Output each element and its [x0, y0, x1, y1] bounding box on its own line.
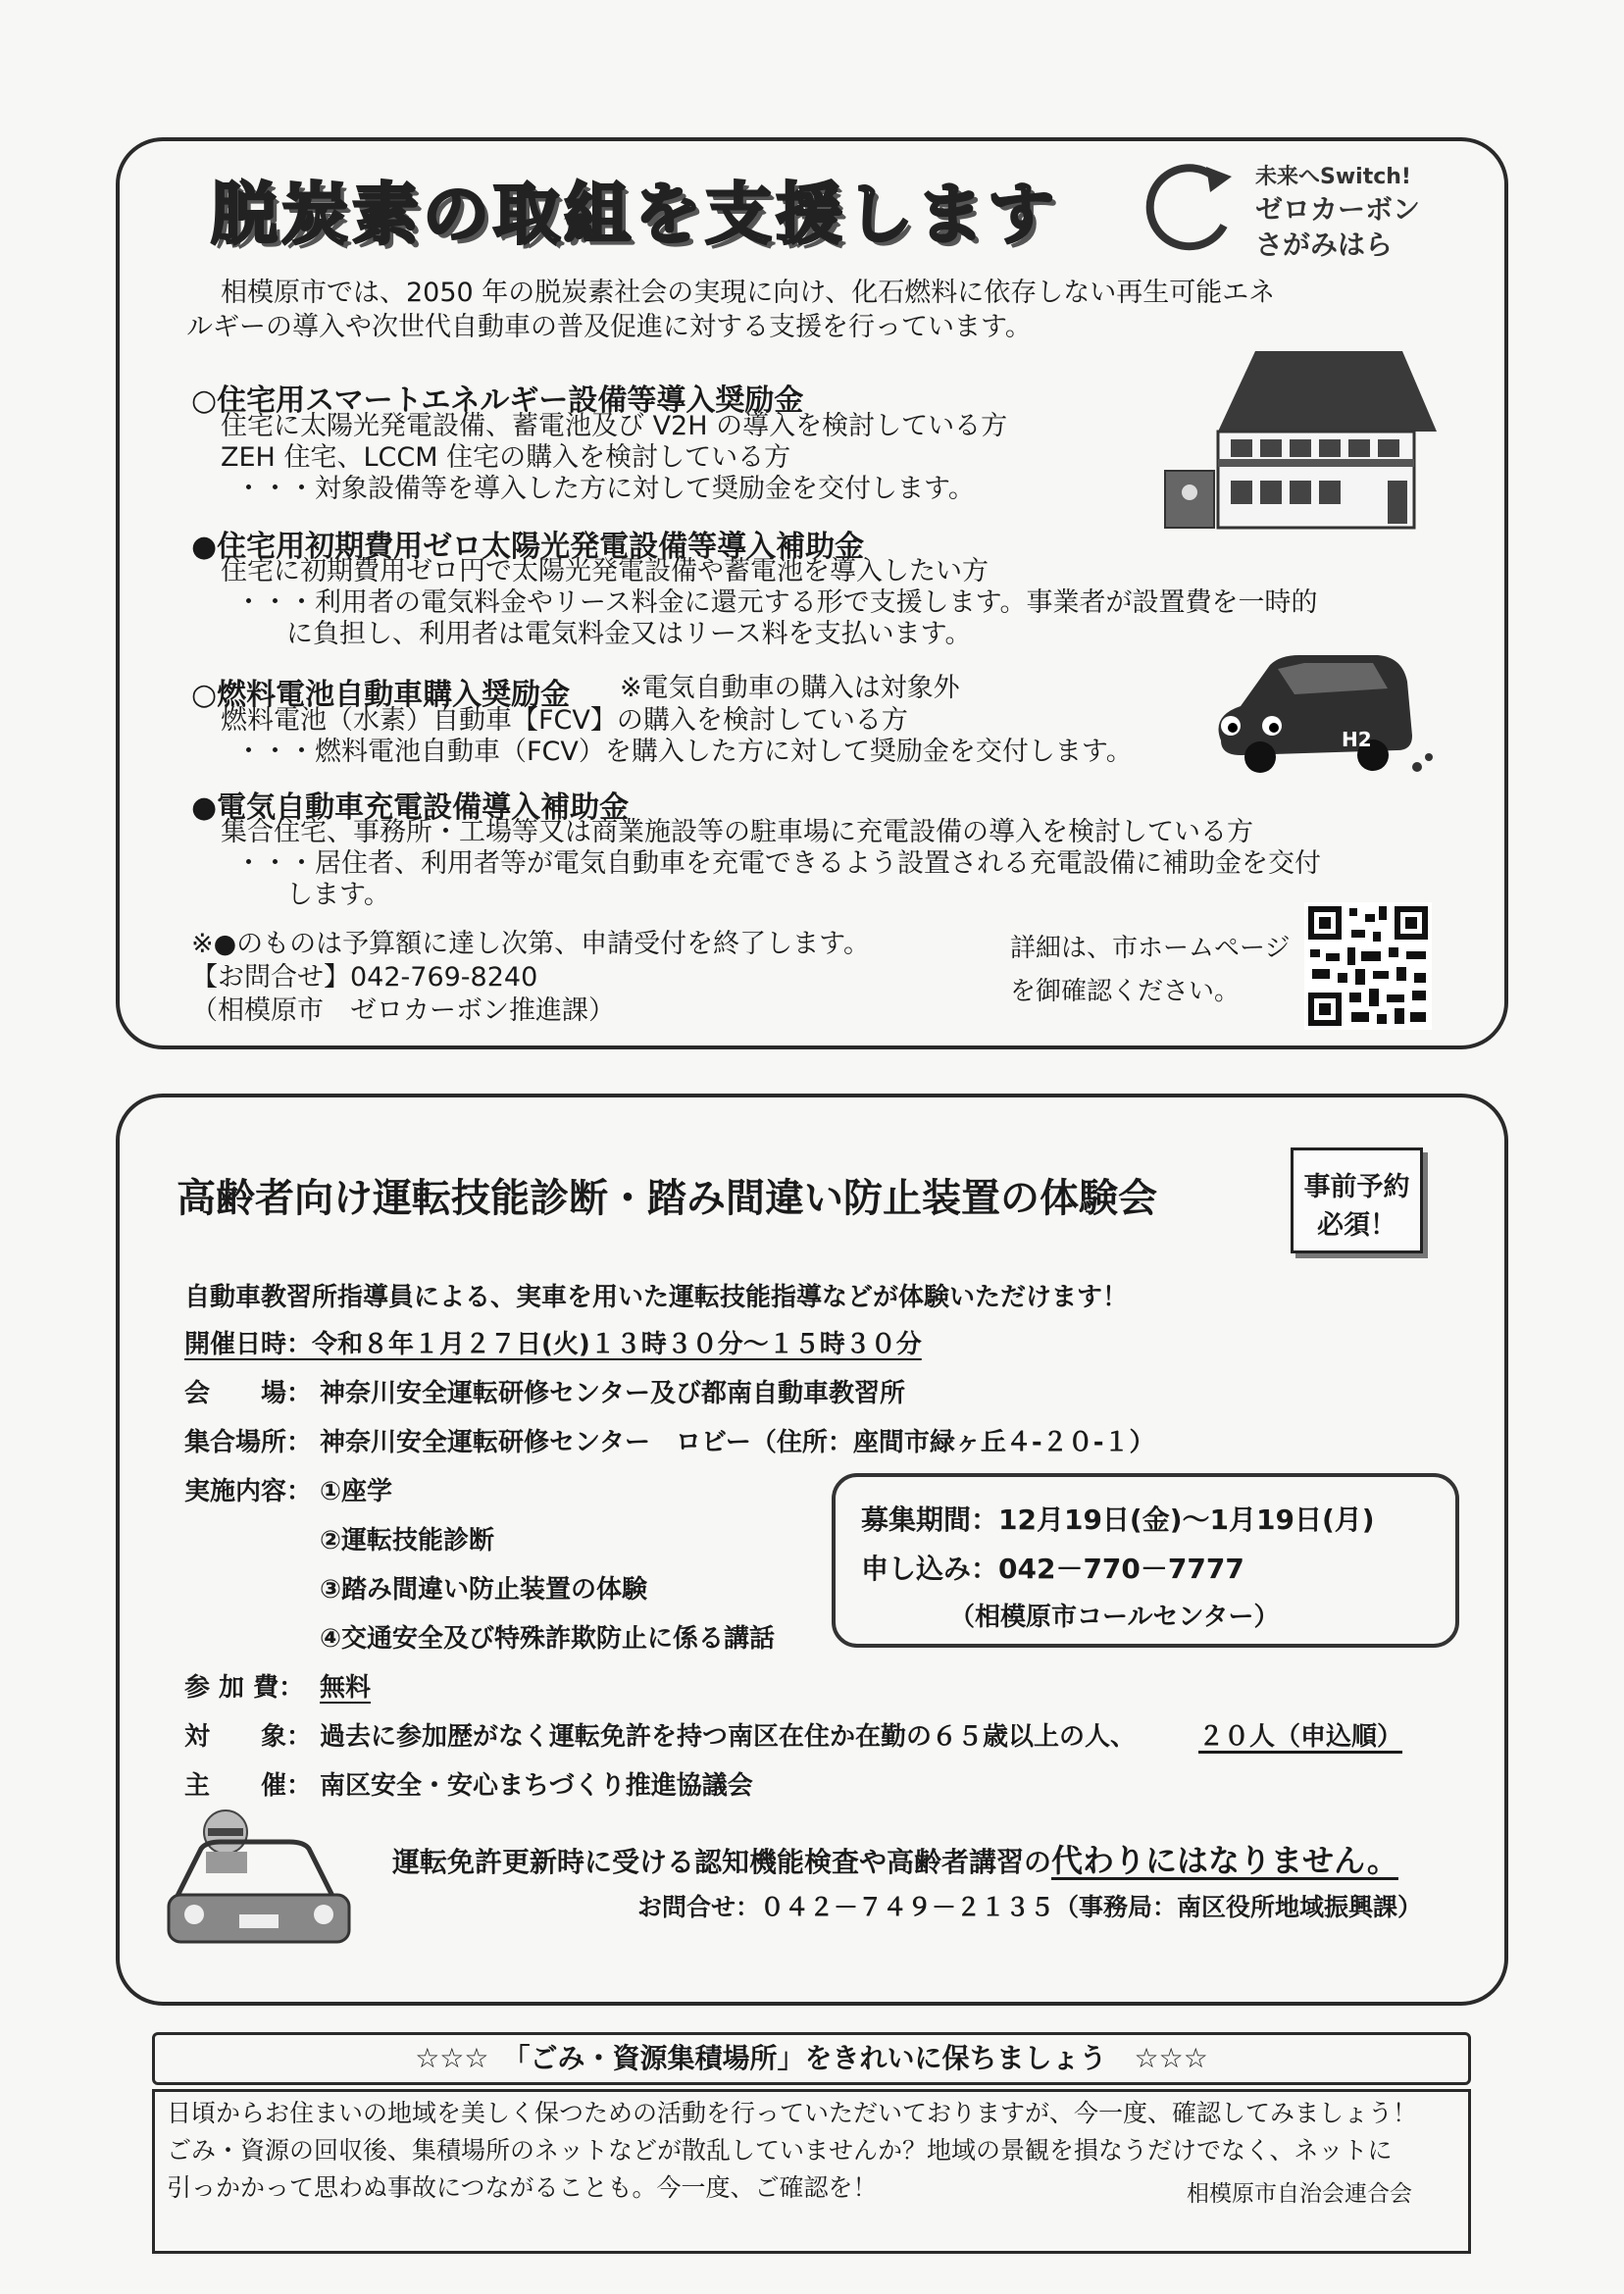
- program-2-line-2: ・・・利用者の電気料金やリース料金に還元する形で支援します。事業者が設置費を一時的: [235, 587, 1318, 618]
- program-heading-2: ●住宅用初期費用ゼロ太陽光発電設備等導入補助金: [191, 530, 865, 564]
- apply-center: （相模原市コールセンター）: [949, 1603, 1280, 1632]
- program-2-line-3: に負担し、利用者は電気料金又はリース料を支払います。: [286, 619, 972, 649]
- detail-text-1: 詳細は、市ホームページ: [1010, 934, 1291, 963]
- garbage-signature: 相模原市自治会連合会: [1187, 2181, 1412, 2207]
- reservation-badge: [1291, 1147, 1423, 1253]
- elderly-driver-icon: [167, 1805, 353, 1952]
- program-3-note: ※電気自動車の購入は対象外: [620, 673, 960, 703]
- program-heading-4: ●電気自動車充電設備導入補助金: [191, 790, 630, 825]
- target-value: 過去に参加歴がなく運転免許を持つ南区在住か在勤の６５歳以上の人、: [320, 1722, 1137, 1752]
- program-4-line-3: します。: [286, 880, 390, 910]
- fee-label: 参 加 費：: [184, 1673, 305, 1703]
- car-icon: [1201, 647, 1437, 785]
- meeting-label: 集合場所：: [184, 1428, 313, 1457]
- intro-line-2: ルギーの導入や次世代自動車の普及促進に対する支援を行っています。: [186, 312, 1032, 342]
- garbage-line-2: ごみ・資源の回収後、集積場所のネットなどが散乱していませんか？地域の景観を損なうだけでなく、ネットに: [167, 2136, 1393, 2165]
- event-inquiry: お問合せ：０４２－７４９－２１３５（事務局：南区役所地域振興課）: [637, 1893, 1423, 1921]
- license-notice: [392, 1836, 1398, 1881]
- logo-name-1: ゼロカーボン: [1255, 193, 1421, 226]
- host-value: 南区安全・安心まちづくり推進協議会: [320, 1771, 753, 1801]
- content-item-2: ②運転技能診断: [320, 1526, 495, 1555]
- garbage-line-1: 日頃からお住まいの地域を美しく保つための活動を行っていただいておりますが、今一度、確認してみましょう！: [167, 2099, 1418, 2127]
- garbage-line-3: 引っかかって思わぬ事故につながることも。今一度、ご確認を！: [167, 2173, 878, 2202]
- apply-phone: 申し込み：042－770－7777: [861, 1553, 1244, 1585]
- fcv-car-illustration: [1201, 647, 1437, 789]
- qr-code[interactable]: [1304, 902, 1432, 1034]
- content-item-1: ①座学: [320, 1477, 393, 1506]
- section-title-decarbonization: 脱炭素の取組を支援します: [211, 177, 1059, 254]
- event-title: 高齢者向け運転技能診断・踏み間違い防止装置の体験会: [177, 1176, 1157, 1221]
- license-notice-emphasis: 代わりにはなりません。: [1051, 1842, 1398, 1879]
- logo-tagline: 未来へSwitch!: [1255, 165, 1411, 189]
- license-notice-text: 運転免許更新時に受ける認知機能検査や高齢者講習の: [392, 1846, 1052, 1878]
- venue-value: 神奈川安全運転研修センター及び都南自動車教習所: [320, 1379, 905, 1408]
- fee-value: 無料: [320, 1673, 372, 1703]
- intro-line-1: 相模原市では、2050 年の脱炭素社会の実現に向け、化石燃料に依存しない再生可能エネ: [221, 278, 1276, 308]
- target-count: ２０人（申込順）: [1198, 1722, 1403, 1752]
- program-heading-3: ○燃料電池自動車購入奨励金: [191, 678, 571, 712]
- badge-line-2: 必須！: [1317, 1210, 1396, 1241]
- program-3-line-1: 燃料電池（水素）自動車【FCV】の購入を検討している方: [221, 705, 908, 736]
- venue-label: 会 場：: [184, 1379, 313, 1408]
- event-date: 開催日時：令和８年１月２７日(火)１３時３０分～１５時３０分: [184, 1330, 922, 1359]
- program-1-line-2: ZEH 住宅、LCCM 住宅の購入を検討している方: [221, 442, 791, 473]
- program-3-line-2: ・・・燃料電池自動車（FCV）を購入した方に対して奨励金を交付します。: [235, 737, 1133, 767]
- contact-phone: 【お問合せ】042-769-8240: [191, 962, 538, 993]
- badge-line-1: 事前予約: [1303, 1172, 1410, 1202]
- detail-text-2: を御確認ください。: [1010, 977, 1241, 1006]
- h2-label: H2: [1342, 728, 1372, 751]
- host-label: 主 催：: [184, 1771, 313, 1801]
- program-4-line-1: 集合住宅、事務所・工場等又は商業施設等の駐車場に充電設備の導入を検討している方: [221, 817, 1253, 847]
- target-label: 対 象：: [184, 1722, 313, 1752]
- logo-name-2: さがみはら: [1255, 229, 1394, 261]
- program-4-line-2: ・・・居住者、利用者等が電気自動車を充電できるよう設置される充電設備に補助金を交付: [235, 848, 1321, 879]
- content-label: 実施内容：: [184, 1477, 313, 1506]
- meeting-value: 神奈川安全運転研修センター ロビー（住所：座間市緑ヶ丘４-２０-１）: [320, 1428, 1155, 1457]
- house-illustration: [1157, 343, 1442, 534]
- content-item-3: ③踏み間違い防止装置の体験: [320, 1575, 648, 1605]
- switch-arrow-icon: [1138, 157, 1245, 265]
- zero-carbon-logo: [1138, 157, 1245, 265]
- program-heading-1: ○住宅用スマートエネルギー設備等導入奨励金: [191, 383, 804, 418]
- apply-period: 募集期間：12月19日(金)～1月19日(月): [861, 1504, 1375, 1536]
- content-item-4: ④交通安全及び特殊詐欺防止に係る講話: [320, 1624, 776, 1654]
- budget-note: ※●のものは予算額に達し次第、申請受付を終了します。: [191, 929, 871, 959]
- program-2-line-1: 住宅に初期費用ゼロ円で太陽光発電設備や蓄電池を導入したい方: [221, 556, 989, 586]
- qr-code-icon: [1304, 902, 1432, 1030]
- contact-dept: （相模原市 ゼロカーボン推進課）: [191, 995, 615, 1026]
- program-1-line-3: ・・・対象設備等を導入した方に対して奨励金を交付します。: [235, 474, 975, 504]
- house-icon: [1157, 343, 1442, 530]
- event-intro: 自動車教習所指導員による、実車を用いた運転技能指導などが体験いただけます！: [184, 1283, 1129, 1312]
- garbage-notice-title: ☆☆☆ 「ごみ・資源集積場所」をきれいに保ちましょう ☆☆☆: [152, 2032, 1471, 2085]
- program-1-line-1: 住宅に太陽光発電設備、蓄電池及び V2H の導入を検討している方: [221, 411, 1008, 441]
- elderly-driver-illustration: [167, 1805, 353, 1956]
